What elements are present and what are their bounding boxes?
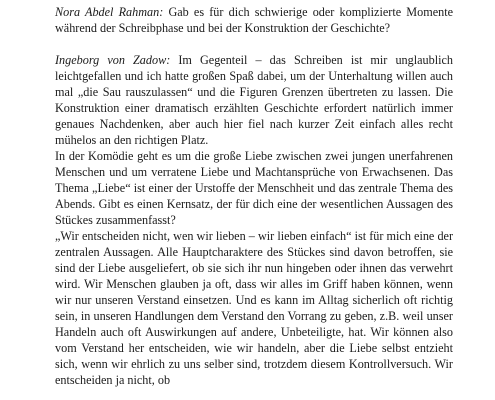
interviewee-name: Ingeborg von Zadow:	[55, 53, 171, 67]
question-text-1: Gab es für dich schwierige oder komplizierte Momente während der Schreibphase und bei der Konstruktion der Geschichte?	[55, 5, 453, 35]
answer-paragraph-1	[55, 52, 453, 148]
answer-text-1: Im Gegenteil – das Schreiben ist mir unglaublich leichtgefallen und ich hatte großen Spaß dabei, um der Unterhaltung willen auch mal „die Sau rauszulassen“ und die Figuren Grenzen übertreten zu lassen. Die Konstruktion einer dramatisch erzählten Geschichte erfordert natürlich immer genaues Nachdenken, aber auch hier fiel nach kurzer Zeit einfach alles recht mühelos an den richtigen Platz.	[55, 53, 453, 147]
paragraph-gap	[55, 36, 453, 52]
interviewer-name: Nora Abdel Rahman:	[55, 5, 164, 19]
document-page	[55, 4, 453, 388]
question-paragraph-2: In der Komödie geht es um die große Liebe zwischen zwei jungen unerfahrenen Menschen und um verratene Liebe und Machtansprüche von Erwachsenen. Das Thema „Liebe“ ist einer der Urstoffe der Menschheit und das zentrale Thema des Abends. Gibt es einen Kernsatz, der für dich eine der wesentlichen Aussagen des Stückes zusammenfasst?	[55, 149, 453, 227]
answer-paragraph-2: „Wir entscheiden nicht, wen wir lieben – wir lieben einfach“ ist für mich eine der zentralen Aussagen. Alle Hauptcharaktere des Stückes sind davon betroffen, sie sind der Liebe ausgeliefert, ob sie sich ihr nun hingeben oder ihnen das verwehrt wird. Wir Menschen glauben ja oft, dass wir alles im Griff haben können, wenn wir nur unseren Verstand einsetzen. Und es kann im Alltag sicherlich oft richtig sein, in unseren Handlungen dem Verstand den Vorrang zu geben, z.B. weil unser Handeln auch oft Auswirkungen auf andere, Unbeteiligte, hat. Wir können also vom Verstand her entscheiden, wie wir handeln, aber die Liebe selbst entzieht sich, wenn wir ehrlich zu uns selber sind, trotzdem diesem Kontrollversuch. Wir entscheiden ja nicht, ob	[55, 229, 453, 387]
question-paragraph-1	[55, 4, 453, 36]
